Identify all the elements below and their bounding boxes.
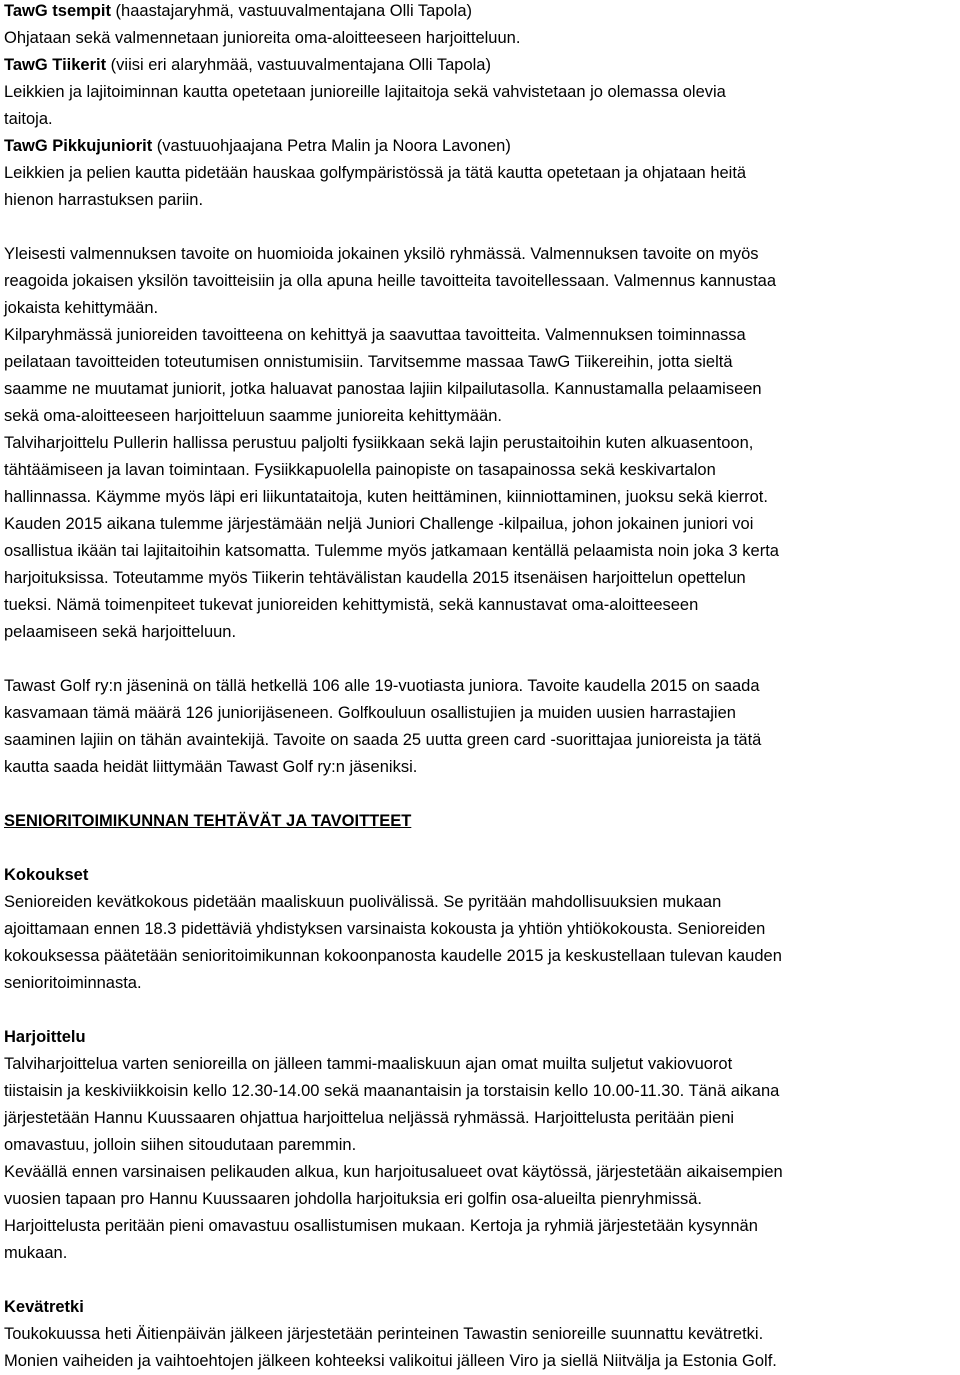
paragraph-line: pelaamiseen sekä harjoitteluun. [4, 623, 237, 641]
spacer [4, 646, 956, 673]
paragraph-line: kokouksessa päätetään senioritoimikunnan kokoonpanosta kaudelle 2015 ja keskustellaan tulevan kauden [4, 947, 782, 965]
harjoittelu-section [4, 1024, 956, 1267]
group-name: TawG Pikkujuniorit [4, 137, 153, 155]
subsection-heading: Kokoukset [4, 866, 89, 884]
group-description: Ohjataan sekä valmennetaan junioreita oma-aloitteeseen harjoitteluun. [4, 29, 521, 47]
spacer [4, 835, 956, 862]
paragraph-line: kasvamaan tämä määrä 126 juniorijäseneen. Golfkouluun osallistujien ja muiden uusien harrastajien [4, 704, 736, 722]
section-title: SENIORITOIMIKUNNAN TEHTÄVÄT JA TAVOITTEET [4, 812, 412, 830]
subsection-heading: Kevätretki [4, 1298, 84, 1316]
paragraph-line: mukaan. [4, 1244, 68, 1262]
paragraph-line: senioritoiminnasta. [4, 974, 142, 992]
group-meta: (haastajaryhmä, vastuuvalmentajana Olli Tapola) [110, 2, 473, 20]
paragraph-line: Monien vaiheiden ja vaihtoehtojen jälkeen kohteeksi valikoitui jälleen Viro ja siellä Niitvälja ja Estonia Golf. [4, 1352, 777, 1370]
spacer [4, 214, 956, 241]
group-name: TawG tsempit [4, 2, 111, 20]
paragraph-line: tueksi. Nämä toimenpiteet tukevat junioreiden kehittymistä, sekä kannustavat oma-aloitteeseen [4, 596, 699, 614]
paragraph-line: saaminen lajiin on tähän avaintekijä. Tavoite on saada 25 uutta green card -suorittajaa junioreista ja tätä [4, 731, 762, 749]
paragraph-line: hallinnassa. Käymme myös läpi eri liikuntataitoja, kuten heittäminen, kiinniottaminen, juoksu sekä kierrot. [4, 488, 768, 506]
paragraph-line: peilataan tavoitteiden toteutumisen onnistumisiin. Tarvitsemme massaa TawG Tiikereihin, jotta sieltä [4, 353, 733, 371]
paragraph-line: kautta saada heidät liittymään Tawast Golf ry:n jäseniksi. [4, 758, 418, 776]
paragraph-line: järjestetään Hannu Kuussaaren ohjattua harjoittelua neljässä ryhmässä. Harjoittelusta peritään pieni [4, 1109, 735, 1127]
kokoukset-section [4, 862, 956, 997]
members-paragraph [4, 673, 956, 781]
group-tiikerit [4, 52, 956, 133]
spacer [4, 781, 956, 808]
paragraph-line: Talviharjoittelua varten senioreilla on jälleen tammi-maaliskuun ajan omat muilta suljetut vakiovuorot [4, 1055, 733, 1073]
group-meta: (vastuuohjaajana Petra Malin ja Noora Lavonen) [152, 137, 511, 155]
group-name: TawG Tiikerit [4, 56, 107, 74]
paragraph-line: osallistua ikään tai lajitaitoihin katsomatta. Tulemme myös jatkamaan kentällä pelaamista noin joka 3 kerta [4, 542, 779, 560]
paragraph-line: Harjoittelusta peritään pieni omavastuu osallistumisen mukaan. Kertoja ja ryhmiä järjestetään kysynnän [4, 1217, 758, 1235]
paragraph-line: harjoituksissa. Toteutamme myös Tiikerin tehtävälistan kaudella 2015 itsenäisen harjoittelun opettelun [4, 569, 746, 587]
paragraph-line: sekä oma-aloitteeseen harjoitteluun saamme junioreita kehittymään. [4, 407, 503, 425]
paragraph-line: Kilparyhmässä junioreiden tavoitteena on kehittyä ja saavuttaa tavoitteita. Valmennuksen toiminnassa [4, 326, 746, 344]
paragraph-line: tiistaisin ja keskiviikkoisin kello 12.30-14.00 sekä maanantaisin ja torstaisin kello 10.00-11.30. Tänä aikana [4, 1082, 780, 1100]
paragraph-line: omavastuu, jolloin siihen sitoudutaan paremmin. [4, 1136, 357, 1154]
group-pikkujuniorit [4, 133, 956, 214]
paragraph-line: tähtäämiseen ja lavan toimintaan. Fysiikkapuolella painopiste on tasapainossa sekä keskivartalon [4, 461, 716, 479]
paragraph-line: Senioreiden kevätkokous pidetään maaliskuun puolivälissä. Se pyritään mahdollisuuksien mukaan [4, 893, 722, 911]
paragraph-line: jokaista kehittymään. [4, 299, 159, 317]
spacer [4, 1267, 956, 1294]
group-meta: (viisi eri alaryhmää, vastuuvalmentajana Olli Tapola) [106, 56, 491, 74]
coaching-paragraph [4, 241, 956, 646]
paragraph-line: vuosien tapaan pro Hannu Kuussaaren johdolla harjoituksia eri golfin osa-alueilta pienryhmissä. [4, 1190, 703, 1208]
paragraph-line: reagoida jokaisen yksilön tavoitteisiin ja olla apuna heille tavoitteita tavoitellessaan. Valmennus kannustaa [4, 272, 777, 290]
group-heading-line [4, 52, 956, 79]
paragraph-line: Talviharjoittelu Pullerin hallissa perustuu paljolti fysiikkaan sekä lajin perustaitoihin kuten alkuasentoon, [4, 434, 754, 452]
kevatretki-section [4, 1294, 956, 1375]
junior-groups [4, 0, 956, 214]
group-tsempit [4, 0, 956, 52]
paragraph-line: Yleisesti valmennuksen tavoite on huomioida jokainen yksilö ryhmässä. Valmennuksen tavoite on myös [4, 245, 759, 263]
spacer [4, 997, 956, 1024]
paragraph-line: ajoittamaan ennen 18.3 pidettäviä yhdistyksen varsinaista kokousta ja yhtiön yhtiökokousta. Senioreiden [4, 920, 766, 938]
paragraph-line: Toukokuussa heti Äitienpäivän jälkeen järjestetään perinteinen Tawastin senioreille suunnattu kevätretki. [4, 1325, 764, 1343]
subsection-heading: Harjoittelu [4, 1028, 86, 1046]
group-heading-line [4, 0, 956, 25]
group-heading-line [4, 133, 956, 160]
paragraph-line: saamme ne muutamat juniorit, jotka haluavat panostaa lajiin kilpailutasolla. Kannustamalla pelaamiseen [4, 380, 762, 398]
group-description: Leikkien ja lajitoiminnan kautta opetetaan junioreille lajitaitoja sekä vahvistetaan jo olemassa olevia [4, 83, 726, 101]
paragraph-line: Kauden 2015 aikana tulemme järjestämään neljä Juniori Challenge -kilpailua, johon jokainen juniori voi [4, 515, 754, 533]
group-description: hienon harrastuksen pariin. [4, 191, 204, 209]
group-description: taitoja. [4, 110, 53, 128]
paragraph-line: Keväällä ennen varsinaisen pelikauden alkua, kun harjoitusalueet ovat käytössä, järjestetään aikaisempien [4, 1163, 783, 1181]
group-description: Leikkien ja pelien kautta pidetään hauskaa golfympäristössä ja tätä kautta opetetaan ja ohjataan heitä [4, 164, 747, 182]
paragraph-line: Tawast Golf ry:n jäseninä on tällä hetkellä 106 alle 19-vuotiasta juniora. Tavoite kaudella 2015 on saada [4, 677, 760, 695]
